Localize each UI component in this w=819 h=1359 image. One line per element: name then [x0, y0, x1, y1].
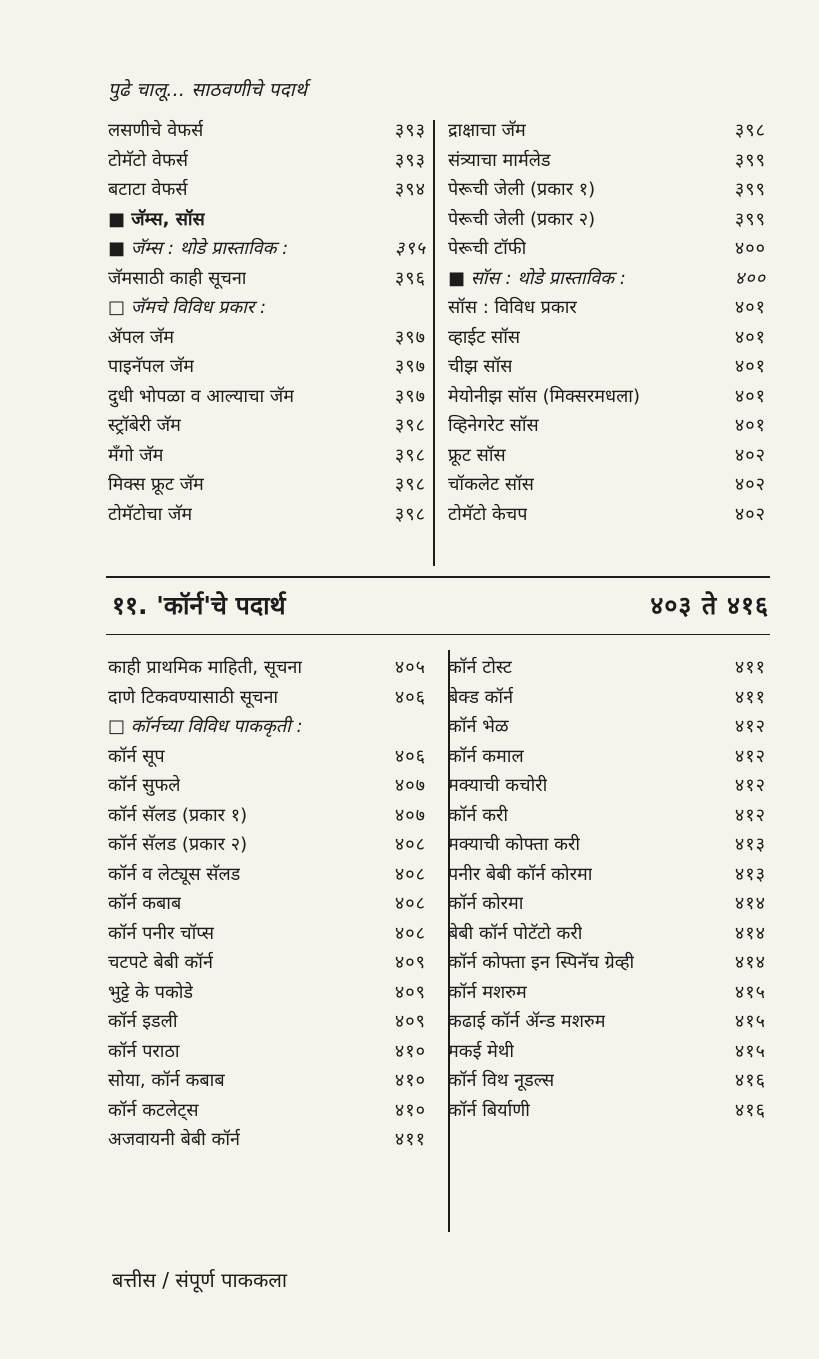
- toc-entry: [448, 384, 766, 414]
- toc-entry-page: ४०१: [734, 415, 766, 436]
- toc-entry: [448, 1039, 766, 1069]
- toc-entry-page: ४१२: [734, 804, 766, 826]
- toc-entry-page: ३९५: [394, 238, 426, 259]
- toc-entry-label: टोमॅटो केचप: [448, 503, 528, 525]
- toc-entry-label: पाइनॅपल जॅम: [108, 356, 194, 377]
- toc-entry-label: मक्याची कचोरी: [448, 775, 548, 796]
- toc-entry-page: ४१३: [734, 863, 766, 885]
- toc-entry-label: मँगो जॅम: [108, 444, 164, 466]
- toc-entry: [448, 744, 766, 774]
- toc-entry: [108, 472, 426, 502]
- toc-entry-label: काही प्राथमिक माहिती, सूचना: [108, 657, 303, 678]
- toc-entry-page: ४०८: [394, 922, 426, 944]
- toc-entry: [108, 1009, 426, 1039]
- toc-entry-label: बटाटा वेफर्स: [108, 179, 188, 200]
- toc-entry-page: ४१६: [734, 1099, 766, 1121]
- toc-entry-page: ४०१: [734, 297, 766, 318]
- toc-entry-label: कॉर्न पराठा: [108, 1040, 180, 1062]
- toc-entry-page: ४००: [734, 238, 766, 259]
- toc-entry-label: मक्याची कोफ्ता करी: [448, 834, 580, 855]
- running-header: पुढे चालू... साठवणीचे पदार्थ: [108, 79, 308, 101]
- toc-entry-label: कॉर्न सूप: [108, 745, 165, 767]
- toc-entry: [108, 1068, 426, 1098]
- toc-entry-label: □ कॉर्नच्या विविध पाककृती :: [108, 716, 303, 737]
- toc-entry: [108, 862, 426, 892]
- toc-entry-page: ४०१: [734, 326, 766, 348]
- toc-entry-page: ४०७: [394, 775, 426, 796]
- toc-entry: [448, 1068, 766, 1098]
- toc-entry-label: संत्र्याचा मार्मलेड: [448, 149, 551, 171]
- toc-entry-page: ३९८: [394, 415, 426, 436]
- toc-column-bottom-left: [108, 655, 426, 1157]
- toc-entry-label: दाणे टिकवण्यासाठी सूचना: [108, 686, 279, 708]
- toc-entry-label: भुट्टे के पकोडे: [108, 981, 194, 1003]
- toc-entry: [108, 1039, 426, 1069]
- toc-entry-label: फ्रूट सॉस: [448, 444, 506, 466]
- toc-entry-label: कॉर्न मशरुम: [448, 981, 527, 1003]
- toc-entry-page: ३९८: [394, 503, 426, 525]
- toc-entry: [108, 803, 426, 833]
- toc-entry-page: ४१२: [734, 716, 766, 737]
- toc-entry: [448, 685, 766, 715]
- toc-entry-label: सोया, कॉर्न कबाब: [108, 1070, 225, 1091]
- toc-entry-label: कॉर्न विथ नूडल्स: [448, 1070, 555, 1091]
- toc-entry: [108, 950, 426, 980]
- toc-entry-page: ३९९: [734, 208, 766, 230]
- toc-entry-label: दुधी भोपळा व आल्याचा जॅम: [108, 385, 295, 407]
- toc-entry: [448, 148, 766, 178]
- toc-entry-label: कॉर्न व लेट्यूस सॅलड: [108, 863, 241, 885]
- toc-entry: [108, 685, 426, 715]
- toc-entry: [448, 207, 766, 237]
- toc-entry: [108, 891, 426, 921]
- toc-entry: [448, 325, 766, 355]
- toc-entry-page: ३९३: [394, 120, 426, 141]
- toc-entry: [448, 413, 766, 443]
- toc-entry-label: कॉर्न सॅलड (प्रकार १): [108, 804, 248, 826]
- toc-entry: [108, 773, 426, 803]
- toc-entry-label: चटपटे बेबी कॉर्न: [108, 952, 213, 973]
- toc-entry-label: चॉकलेट सॉस: [448, 474, 534, 495]
- toc-entry: [448, 980, 766, 1010]
- toc-entry-page: ४०७: [394, 804, 426, 826]
- toc-entry-page: ३९७: [394, 326, 426, 348]
- toc-entry-page: ४०८: [394, 834, 426, 855]
- toc-entry: [108, 354, 426, 384]
- toc-entry-page: ४११: [734, 686, 766, 708]
- toc-column-bottom-right: [448, 655, 766, 1127]
- toc-entry: [448, 472, 766, 502]
- toc-entry: [108, 207, 426, 237]
- toc-entry-label: कॉर्न कोफ्ता इन स्पिनॅच ग्रेव्ही: [448, 952, 635, 973]
- toc-entry-page: ४१२: [734, 745, 766, 767]
- toc-entry-label: पेरूची जेली (प्रकार २): [448, 208, 596, 230]
- toc-entry: [108, 1098, 426, 1128]
- toc-entry-label: जॅमसाठी काही सूचना: [108, 267, 247, 289]
- toc-entry-page: ४०९: [394, 981, 426, 1003]
- toc-entry: [448, 891, 766, 921]
- toc-entry-page: ४१५: [734, 981, 766, 1003]
- toc-entry-page: ४१४: [734, 922, 766, 944]
- toc-entry: [448, 950, 766, 980]
- toc-entry-page: ४०२: [734, 474, 766, 495]
- toc-entry-label: ■ जॅम्स, सॉस: [108, 208, 205, 230]
- toc-entry: [448, 236, 766, 266]
- toc-entry-label: कॉर्न कोरमा: [448, 893, 524, 914]
- toc-entry: [448, 118, 766, 148]
- toc-entry-label: कॉर्न सॅलड (प्रकार २): [108, 834, 248, 855]
- toc-entry-page: ३९४: [394, 179, 426, 200]
- toc-entry: [448, 862, 766, 892]
- toc-entry: [448, 773, 766, 803]
- toc-entry-label: कॉर्न कबाब: [108, 893, 182, 914]
- toc-entry-page: ४१६: [734, 1070, 766, 1091]
- toc-entry-page: ४०६: [394, 745, 426, 767]
- toc-entry: [108, 384, 426, 414]
- toc-entry-page: ४०१: [734, 385, 766, 407]
- toc-entry-label: कॉर्न बिर्याणी: [448, 1099, 530, 1121]
- toc-entry-page: ३९८: [394, 444, 426, 466]
- toc-entry-page: ३९८: [394, 474, 426, 495]
- toc-entry-page: ४०६: [394, 686, 426, 708]
- toc-entry-label: ■ जॅम्स : थोडे प्रास्ताविक :: [108, 238, 289, 259]
- toc-entry-page: ४१४: [734, 893, 766, 914]
- toc-entry-page: ४१०: [394, 1070, 426, 1091]
- toc-entry-label: कॉर्न करी: [448, 804, 509, 826]
- toc-entry-page: ४१२: [734, 775, 766, 796]
- toc-entry: [448, 655, 766, 685]
- toc-entry-label: □ जॅमचे विविध प्रकार :: [108, 297, 267, 318]
- toc-entry: [448, 1098, 766, 1128]
- toc-entry-page: ४०८: [394, 863, 426, 885]
- toc-entry-label: मेयोनीझ सॉस (मिक्सरमधला): [448, 385, 640, 407]
- section-rule-top: [106, 576, 770, 578]
- toc-entry-page: ४१५: [734, 1011, 766, 1032]
- toc-entry-page: ३९३: [394, 149, 426, 171]
- toc-entry: [108, 502, 426, 532]
- toc-entry: [108, 1127, 426, 1157]
- toc-entry-page: ४०९: [394, 952, 426, 973]
- toc-entry-label: कॉर्न पनीर चॉप्स: [108, 922, 215, 944]
- toc-entry-label: पेरूची टॉफी: [448, 238, 527, 259]
- toc-entry-label: कॉर्न भेळ: [448, 716, 509, 737]
- toc-entry-page: ४१३: [734, 834, 766, 855]
- section-page-range: ४०३ ते ४१६: [650, 591, 769, 620]
- toc-entry: [108, 413, 426, 443]
- toc-entry: [108, 832, 426, 862]
- toc-entry: [108, 921, 426, 951]
- toc-entry-label: मिक्स फ्रूट जॅम: [108, 474, 204, 495]
- toc-entry-label: लसणीचे वेफर्स: [108, 120, 204, 141]
- toc-entry: [448, 832, 766, 862]
- toc-entry-label: टोमॅटो वेफर्स: [108, 149, 189, 171]
- toc-entry: [108, 177, 426, 207]
- toc-column-top-left: [108, 118, 426, 531]
- toc-entry-page: ३९६: [394, 267, 426, 289]
- column-divider-top: [433, 120, 435, 566]
- toc-entry-page: ४१०: [394, 1099, 426, 1121]
- toc-entry-page: ४१५: [734, 1040, 766, 1062]
- toc-entry: [448, 266, 766, 296]
- toc-entry: [108, 325, 426, 355]
- toc-entry-page: ४०५: [394, 657, 426, 678]
- toc-entry-label: द्राक्षाचा जॅम: [448, 120, 526, 141]
- toc-entry-page: ४००: [734, 267, 766, 289]
- toc-entry-label: अजवायनी बेबी कॉर्न: [108, 1129, 241, 1150]
- toc-entry-page: ३९७: [394, 356, 426, 377]
- toc-entry: [448, 502, 766, 532]
- toc-entry-page: ४०९: [394, 1011, 426, 1032]
- toc-entry-label: कॉर्न कमाल: [448, 745, 524, 767]
- toc-entry-label: ■ सॉस : थोडे प्रास्ताविक :: [448, 267, 626, 289]
- section-rule-bottom: [106, 634, 770, 635]
- toc-entry: [108, 655, 426, 685]
- toc-entry-page: ४११: [734, 657, 766, 678]
- toc-entry: [108, 266, 426, 296]
- toc-entry-label: टोमॅटोचा जॅम: [108, 503, 193, 525]
- toc-entry: [448, 1009, 766, 1039]
- toc-entry: [108, 118, 426, 148]
- toc-entry-label: सॉस : विविध प्रकार: [448, 297, 577, 318]
- toc-entry: [448, 177, 766, 207]
- toc-entry-label: पेरूची जेली (प्रकार १): [448, 179, 596, 200]
- toc-entry-label: बेक्ड कॉर्न: [448, 686, 514, 708]
- toc-entry: [108, 148, 426, 178]
- toc-entry-page: ३९९: [734, 149, 766, 171]
- toc-entry: [108, 443, 426, 473]
- toc-entry-label: मकई मेथी: [448, 1040, 515, 1062]
- toc-entry: [448, 295, 766, 325]
- toc-entry-page: ४११: [394, 1129, 426, 1150]
- toc-entry: [448, 443, 766, 473]
- toc-entry-label: कढाई कॉर्न ॲन्ड मशरुम: [448, 1011, 606, 1032]
- toc-entry-label: चीझ सॉस: [448, 356, 513, 377]
- toc-entry-page: ३९९: [734, 179, 766, 200]
- section-title: ११. 'कॉर्न'चे पदार्थ: [112, 591, 286, 620]
- toc-entry-label: व्हिनेगरेट सॉस: [448, 415, 539, 436]
- toc-entry: [448, 354, 766, 384]
- toc-entry-page: ३९७: [394, 385, 426, 407]
- toc-column-top-right: [448, 118, 766, 531]
- toc-entry-page: ३९८: [734, 120, 766, 141]
- toc-entry: [108, 236, 426, 266]
- toc-entry-label: कॉर्न इडली: [108, 1011, 178, 1032]
- toc-entry: [108, 714, 426, 744]
- toc-entry: [108, 980, 426, 1010]
- toc-entry-page: ४०१: [734, 356, 766, 377]
- toc-entry-label: व्हाईट सॉस: [448, 326, 521, 348]
- toc-entry-label: स्ट्रॉबेरी जॅम: [108, 415, 181, 436]
- toc-entry-label: कॉर्न सुफले: [108, 775, 181, 796]
- toc-entry-label: बेबी कॉर्न पोटॅटो करी: [448, 922, 583, 944]
- toc-entry: [448, 714, 766, 744]
- toc-entry-page: ४१४: [734, 952, 766, 973]
- toc-entry: [108, 295, 426, 325]
- toc-entry-page: ४०२: [734, 503, 766, 525]
- page-footer: बत्तीस / संपूर्ण पाककला: [112, 1268, 288, 1292]
- toc-entry: [108, 744, 426, 774]
- toc-entry: [448, 803, 766, 833]
- toc-entry-label: ॲपल जॅम: [108, 326, 175, 348]
- toc-entry-page: ४१०: [394, 1040, 426, 1062]
- toc-entry-page: ४०२: [734, 444, 766, 466]
- toc-entry-label: कॉर्न टोस्ट: [448, 657, 513, 678]
- toc-entry-page: ४०८: [394, 893, 426, 914]
- toc-entry-label: पनीर बेबी कॉर्न कोरमा: [448, 863, 593, 885]
- toc-entry: [448, 921, 766, 951]
- toc-entry-label: कॉर्न कटलेट्स: [108, 1099, 199, 1121]
